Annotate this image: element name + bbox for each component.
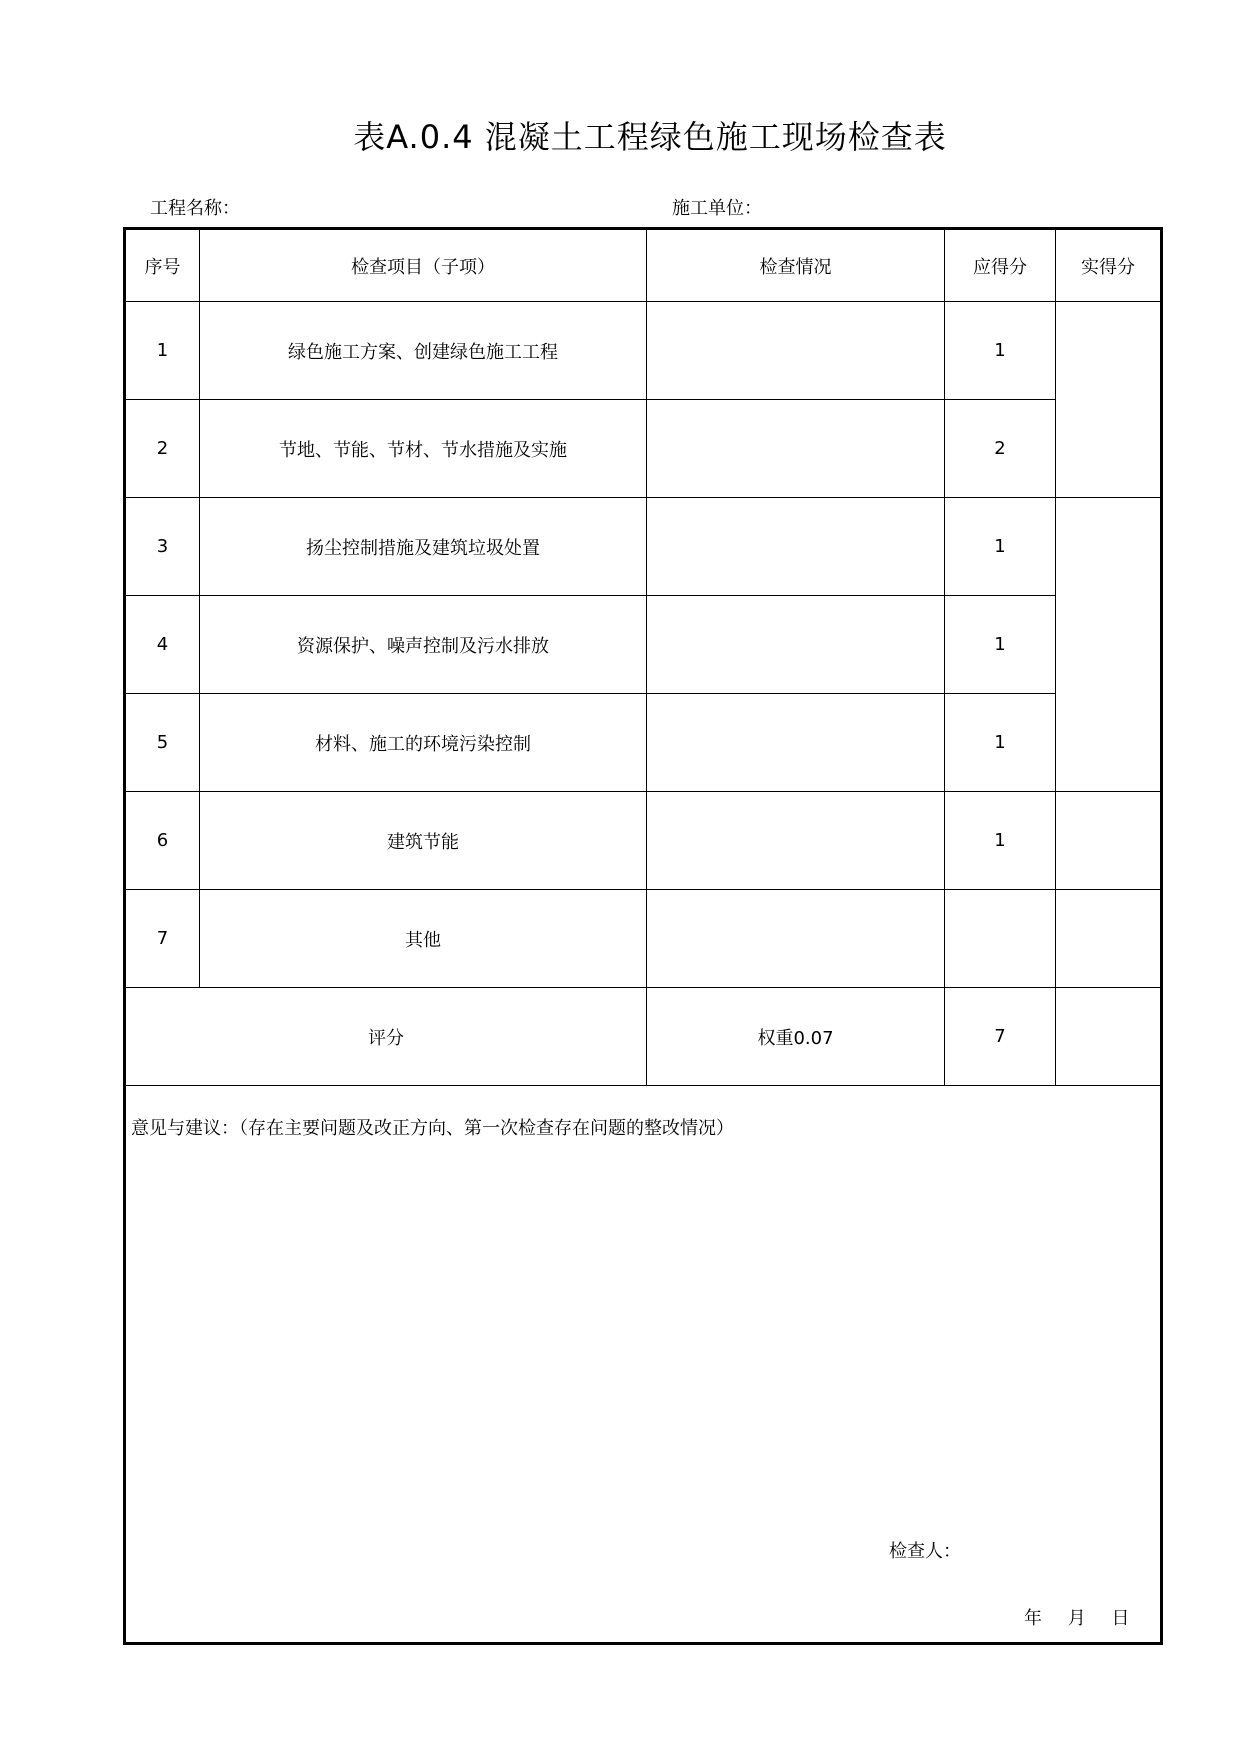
- row-seq: 2: [125, 400, 200, 498]
- row-seq: 3: [125, 498, 200, 596]
- header-seq: 序号: [125, 229, 200, 302]
- row-status[interactable]: [647, 792, 945, 890]
- header-item: 检查项目（子项）: [200, 229, 647, 302]
- month-label: 月: [1067, 1608, 1086, 1629]
- table-row: [125, 694, 1162, 792]
- inspection-table: [123, 227, 1163, 1645]
- opinion-label: 意见与建议：（存在主要问题及改正方向、第一次检查存在问题的整改情况）: [131, 1118, 734, 1139]
- row-due-score: 1: [945, 302, 1056, 400]
- row-item: 节地、节能、节材、节水措施及实施: [200, 400, 647, 498]
- actual-score-cell[interactable]: [1056, 792, 1162, 890]
- inspector-label: 检查人：: [889, 1541, 961, 1562]
- row-due-score: 1: [945, 596, 1056, 694]
- row-status[interactable]: [647, 694, 945, 792]
- row-status[interactable]: [647, 596, 945, 694]
- row-status[interactable]: [647, 400, 945, 498]
- opinion-cell[interactable]: [125, 1086, 1162, 1644]
- score-weight: 权重0.07: [647, 988, 945, 1086]
- project-name-label: 工程名称：: [150, 198, 240, 219]
- row-due-score: [945, 890, 1056, 988]
- table-row: [125, 302, 1162, 400]
- row-due-score: 1: [945, 498, 1056, 596]
- row-seq: 6: [125, 792, 200, 890]
- table-row: [125, 792, 1162, 890]
- score-total: 7: [945, 988, 1056, 1086]
- construction-unit-label: 施工单位：: [672, 198, 762, 219]
- row-status[interactable]: [647, 890, 945, 988]
- opinion-row: [125, 1086, 1162, 1644]
- actual-score-cell[interactable]: [1056, 890, 1162, 988]
- row-seq: 7: [125, 890, 200, 988]
- row-seq: 4: [125, 596, 200, 694]
- row-seq: 5: [125, 694, 200, 792]
- row-item: 扬尘控制措施及建筑垃圾处置: [200, 498, 647, 596]
- row-item: 其他: [200, 890, 647, 988]
- page-title: 表A.0.4 混凝土工程绿色施工现场检查表: [353, 118, 947, 156]
- actual-score-cell-group-2[interactable]: [1056, 498, 1162, 792]
- row-item: 绿色施工方案、创建绿色施工工程: [200, 302, 647, 400]
- actual-score-cell-group-1[interactable]: [1056, 302, 1162, 498]
- table-row: [125, 498, 1162, 596]
- row-seq: 1: [125, 302, 200, 400]
- table-row: [125, 890, 1162, 988]
- header-row: [125, 229, 1162, 302]
- score-row: [125, 988, 1162, 1086]
- header-due-score: 应得分: [945, 229, 1056, 302]
- row-due-score: 1: [945, 792, 1056, 890]
- row-item: 建筑节能: [200, 792, 647, 890]
- table-row: [125, 596, 1162, 694]
- row-status[interactable]: [647, 498, 945, 596]
- row-item: 资源保护、噪声控制及污水排放: [200, 596, 647, 694]
- row-due-score: 1: [945, 694, 1056, 792]
- score-label: 评分: [125, 988, 647, 1086]
- day-label: 日: [1111, 1608, 1130, 1629]
- row-item: 材料、施工的环境污染控制: [200, 694, 647, 792]
- row-due-score: 2: [945, 400, 1056, 498]
- header-actual-score: 实得分: [1056, 229, 1162, 302]
- row-status[interactable]: [647, 302, 945, 400]
- date-line: [1024, 1604, 1149, 1630]
- table-row: [125, 400, 1162, 498]
- year-label: 年: [1024, 1608, 1042, 1629]
- header-status: 检查情况: [647, 229, 945, 302]
- score-actual[interactable]: [1056, 988, 1162, 1086]
